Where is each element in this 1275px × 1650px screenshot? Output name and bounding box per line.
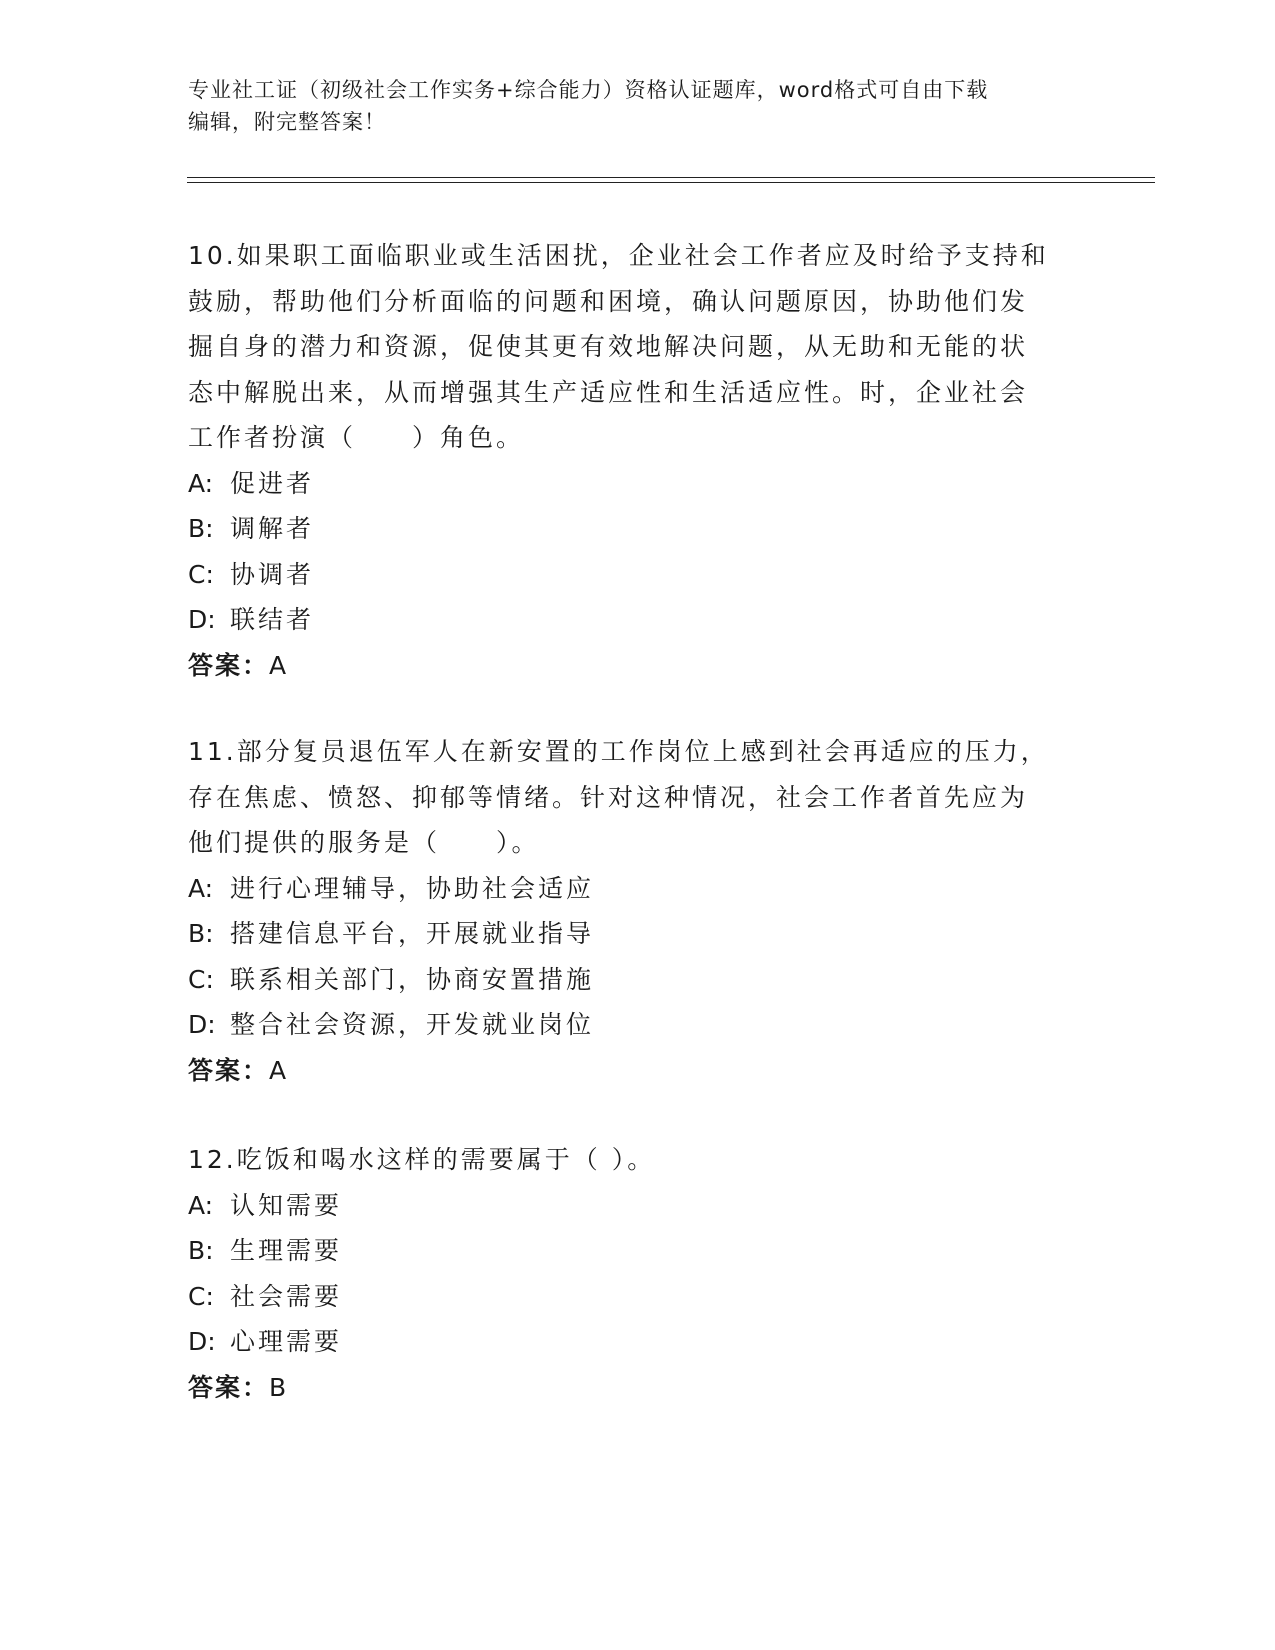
question-11: [188, 729, 1068, 1094]
option-c: [188, 1274, 1068, 1320]
question-stem: [188, 729, 1068, 866]
option-c: [188, 552, 1068, 598]
option-a: [188, 461, 1068, 507]
document-header: [188, 74, 1088, 138]
question-stem: [188, 233, 1068, 461]
option-text: 协调者: [230, 559, 315, 589]
stem-line: 工作者扮演（ ）角色。: [188, 423, 525, 452]
option-letter: A:: [188, 873, 214, 903]
option-text: 心理需要: [230, 1327, 343, 1356]
answer-label: 答案：: [188, 1372, 270, 1402]
option-text: 生理需要: [230, 1236, 343, 1265]
answer-line: [188, 1365, 1068, 1411]
stem-line: 12.吃饭和喝水这样的需要属于（ ）。: [188, 1145, 656, 1174]
option-b: [188, 911, 1068, 957]
option-letter: C:: [188, 964, 214, 994]
answer-line: [188, 1048, 1068, 1094]
header-line-1: 专业社工证（初级社会工作实务+综合能力）资格认证题库，word格式可自由下载: [188, 78, 989, 102]
question-10: [188, 233, 1068, 689]
answer-label: 答案：: [188, 1055, 270, 1085]
answer-value: A: [269, 1055, 289, 1085]
option-text: 认知需要: [230, 1190, 343, 1220]
stem-line: 10.如果职工面临职业或生活困扰，企业社会工作者应及时给予支持和: [188, 241, 1049, 270]
stem-line: 鼓励，帮助他们分析面临的问题和困境，确认问题原因，协助他们发: [188, 286, 1029, 316]
stem-line: 态中解脱出来，从而增强其生产适应性和生活适应性。时，企业社会: [188, 377, 1029, 407]
option-b: [188, 1228, 1068, 1274]
option-letter: C:: [188, 559, 214, 589]
option-text: 搭建信息平台，开展就业指导: [230, 919, 595, 948]
question-stem: [188, 1137, 1068, 1183]
option-text: 联结者: [230, 605, 315, 634]
option-text: 整合社会资源，开发就业岗位: [230, 1010, 595, 1039]
option-letter: B:: [188, 514, 214, 543]
option-letter: B:: [188, 919, 214, 948]
option-letter: B:: [188, 1236, 214, 1265]
option-d: [188, 597, 1068, 643]
stem-line: 他们提供的服务是（ ）。: [188, 828, 540, 857]
option-a: [188, 1183, 1068, 1229]
header-divider-top: [187, 177, 1155, 178]
option-letter: A:: [188, 1190, 214, 1220]
option-letter: D:: [188, 1010, 216, 1039]
option-a: [188, 866, 1068, 912]
question-12: [188, 1137, 1068, 1411]
stem-line: 11.部分复员退伍军人在新安置的工作岗位上感到社会再适应的压力，: [188, 737, 1049, 766]
option-text: 调解者: [230, 514, 315, 543]
answer-value: A: [269, 650, 289, 680]
option-d: [188, 1002, 1068, 1048]
option-b: [188, 506, 1068, 552]
answer-value: B: [269, 1372, 289, 1402]
option-letter: C:: [188, 1281, 214, 1311]
header-divider-bottom: [187, 182, 1155, 183]
stem-line: 掘自身的潜力和资源，促使其更有效地解决问题，从无助和无能的状: [188, 332, 1029, 361]
option-text: 进行心理辅导，协助社会适应: [230, 873, 595, 903]
option-text: 促进者: [230, 468, 315, 498]
answer-line: [188, 643, 1068, 689]
option-d: [188, 1319, 1068, 1365]
option-text: 联系相关部门，协商安置措施: [230, 964, 595, 994]
option-text: 社会需要: [230, 1281, 343, 1311]
option-c: [188, 957, 1068, 1003]
answer-label: 答案：: [188, 650, 270, 680]
header-line-2: 编辑，附完整答案！: [188, 110, 386, 134]
option-letter: D:: [188, 1327, 216, 1356]
option-letter: D:: [188, 605, 216, 634]
stem-line: 存在焦虑、愤怒、抑郁等情绪。针对这种情况，社会工作者首先应为: [188, 782, 1029, 812]
option-letter: A:: [188, 468, 214, 498]
